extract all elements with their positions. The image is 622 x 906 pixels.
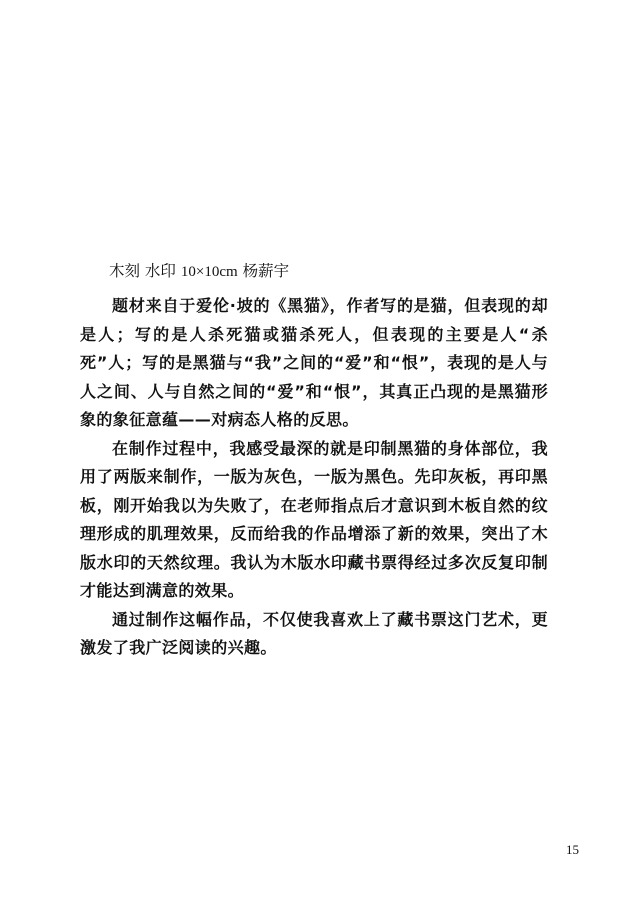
page-number: 15	[566, 842, 579, 857]
paragraph-process: 在制作过程中，我感受最深的就是印制黑猫的身体部位，我用了两版来制作，一版为灰色，一版为黑色。先印灰板，再印黑板，刚开始我以为失败了，在老师指点后才意识到木板自然的纹理形成的肌理效果，反而给我的作品增添了新的效果，突出了木版水印的天然纹理。我认为木版水印藏书票得经过多次反复印制才能达到满意的效果。	[80, 438, 548, 600]
caption-title: 木刻 水印	[109, 262, 176, 280]
artwork-caption	[109, 259, 548, 284]
caption-author: 杨薪宇	[242, 262, 290, 280]
caption-size: 10×10cm	[180, 264, 238, 280]
paragraph-conclusion: 通过制作这幅作品，不仅使我喜欢上了藏书票这门艺术，更激发了我广泛阅读的兴趣。	[80, 609, 548, 657]
article-body	[80, 259, 548, 663]
paragraph-theme: 题材来自于爱伦·坡的《黑猫》，作者写的是猫，但表现的却是人；写的是人杀死猫或猫杀死人，但表现的主要是人“杀死”人；写的是黑猫与“我”之间的“爱”和“恨”，表现的是人与人之间、人与自然之间的“爱”和“恨”，其真正凸现的是黑猫形象的象征意蕴——对病态人格的反思。	[80, 296, 548, 429]
